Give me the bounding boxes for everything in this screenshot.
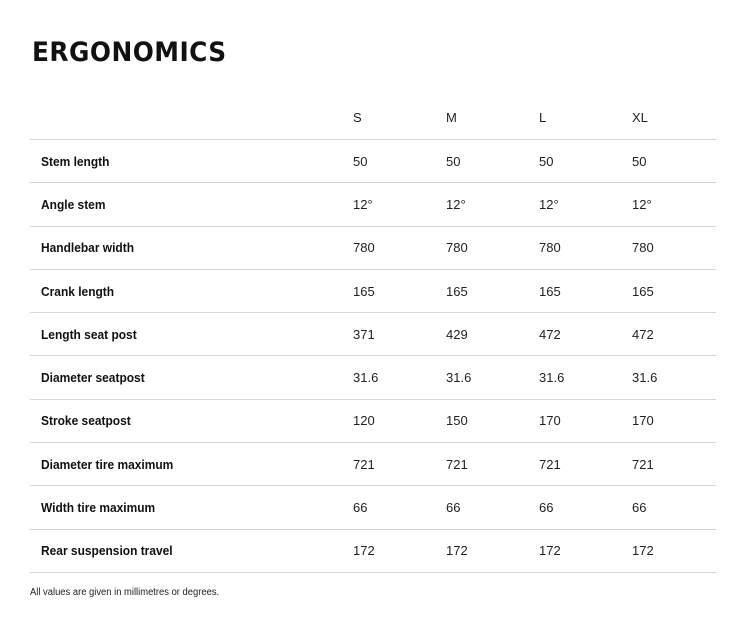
cell-value: 165 — [539, 269, 632, 312]
cell-value: 12° — [446, 183, 539, 226]
table-row — [30, 443, 716, 486]
size-header-xl: XL — [632, 96, 716, 140]
row-label: Stem length — [30, 140, 353, 183]
cell-value: 721 — [353, 443, 446, 486]
cell-value: 165 — [353, 269, 446, 312]
cell-value: 50 — [446, 140, 539, 183]
cell-value: 66 — [353, 486, 446, 529]
table-row — [30, 183, 716, 226]
cell-value: 721 — [539, 443, 632, 486]
cell-value: 172 — [632, 529, 716, 572]
table-row — [30, 529, 716, 572]
row-label: Crank length — [30, 269, 353, 312]
cell-value: 31.6 — [539, 356, 632, 399]
row-label: Angle stem — [30, 183, 353, 226]
cell-value: 721 — [446, 443, 539, 486]
cell-value: 31.6 — [446, 356, 539, 399]
row-label: Diameter seatpost — [30, 356, 353, 399]
table-row — [30, 226, 716, 269]
cell-value: 172 — [353, 529, 446, 572]
cell-value: 780 — [446, 226, 539, 269]
table-row — [30, 486, 716, 529]
cell-value: 12° — [632, 183, 716, 226]
table-row — [30, 313, 716, 356]
ergonomics-table — [30, 96, 716, 573]
row-label: Handlebar width — [30, 226, 353, 269]
cell-value: 429 — [446, 313, 539, 356]
page-title: ERGONOMICS — [32, 37, 227, 68]
table-row — [30, 399, 716, 442]
size-header-l: L — [539, 96, 632, 140]
table-row — [30, 356, 716, 399]
cell-value: 472 — [632, 313, 716, 356]
size-header-s: S — [353, 96, 446, 140]
row-label: Width tire maximum — [30, 486, 353, 529]
cell-value: 780 — [353, 226, 446, 269]
cell-value: 12° — [353, 183, 446, 226]
cell-value: 66 — [446, 486, 539, 529]
cell-value: 165 — [446, 269, 539, 312]
header-label-spacer — [30, 96, 353, 140]
cell-value: 120 — [353, 399, 446, 442]
cell-value: 66 — [632, 486, 716, 529]
cell-value: 50 — [353, 140, 446, 183]
cell-value: 165 — [632, 269, 716, 312]
cell-value: 170 — [539, 399, 632, 442]
row-label: Stroke seatpost — [30, 399, 353, 442]
cell-value: 472 — [539, 313, 632, 356]
footnote: All values are given in millimetres or degrees. — [30, 587, 220, 598]
size-header-m: M — [446, 96, 539, 140]
cell-value: 780 — [632, 226, 716, 269]
cell-value: 172 — [539, 529, 632, 572]
row-label: Length seat post — [30, 313, 353, 356]
cell-value: 170 — [632, 399, 716, 442]
cell-value: 66 — [539, 486, 632, 529]
table-row — [30, 140, 716, 183]
cell-value: 172 — [446, 529, 539, 572]
cell-value: 721 — [632, 443, 716, 486]
cell-value: 31.6 — [632, 356, 716, 399]
cell-value: 50 — [632, 140, 716, 183]
cell-value: 150 — [446, 399, 539, 442]
table-header-row — [30, 96, 716, 140]
cell-value: 12° — [539, 183, 632, 226]
table-row — [30, 269, 716, 312]
cell-value: 371 — [353, 313, 446, 356]
row-label: Rear suspension travel — [30, 529, 353, 572]
cell-value: 50 — [539, 140, 632, 183]
cell-value: 31.6 — [353, 356, 446, 399]
row-label: Diameter tire maximum — [30, 443, 353, 486]
cell-value: 780 — [539, 226, 632, 269]
